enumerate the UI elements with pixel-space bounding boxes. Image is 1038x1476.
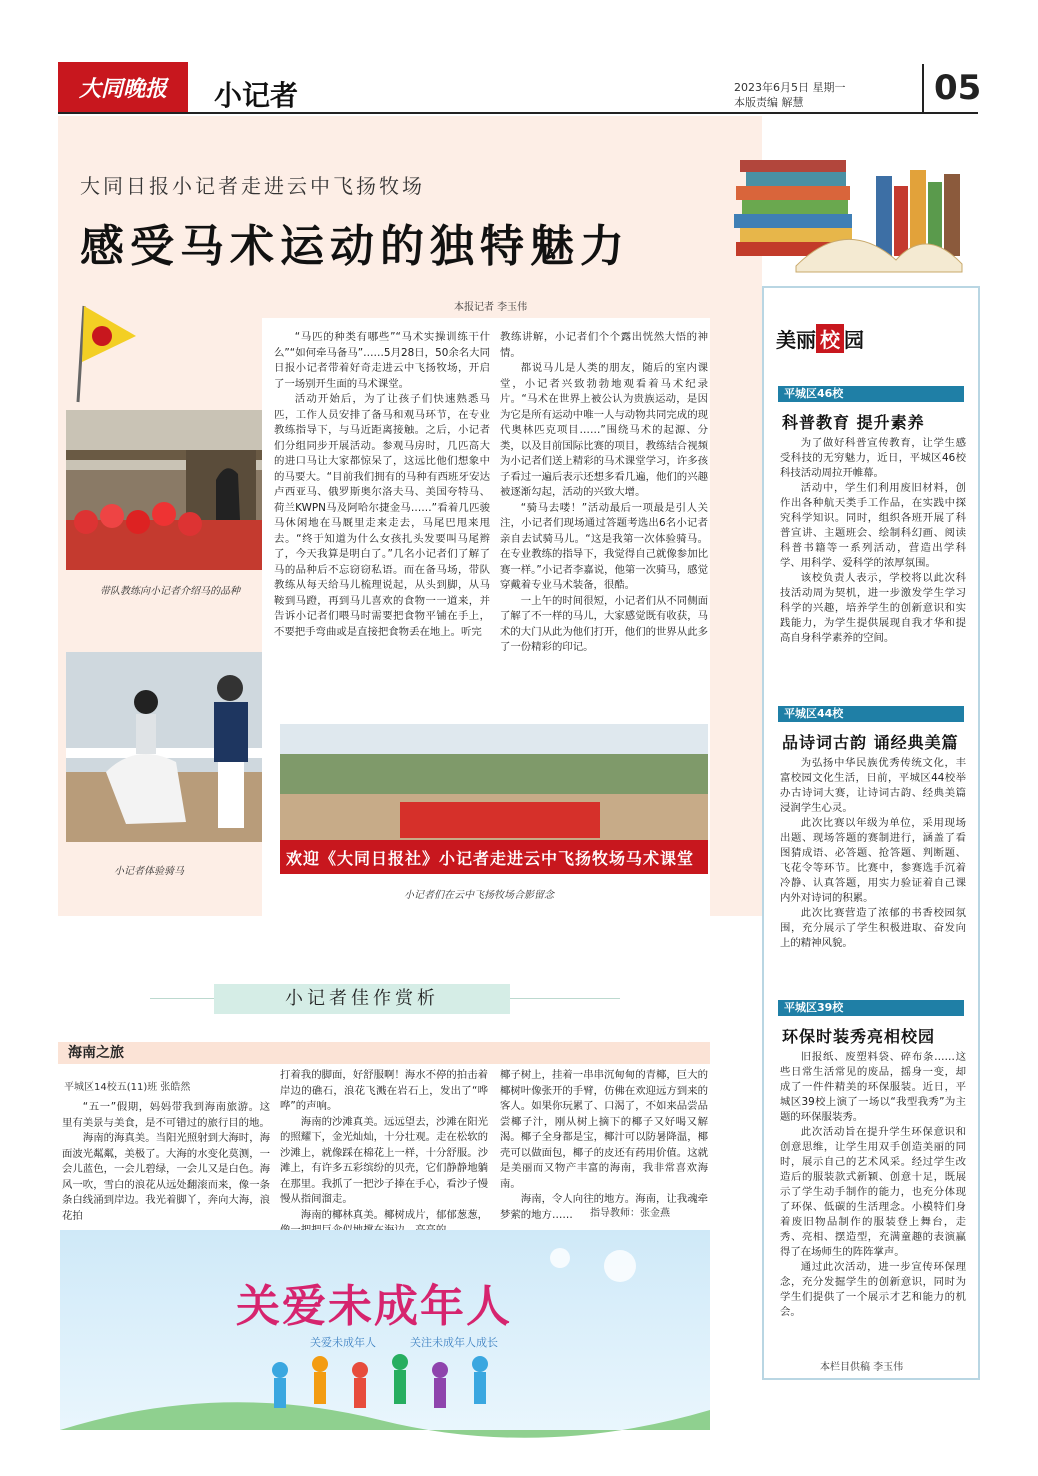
section-name: 小记者 xyxy=(214,79,299,112)
divider-right xyxy=(510,998,620,999)
riding-photo xyxy=(66,652,262,842)
essay-title: 海南之旅 xyxy=(58,1042,710,1064)
group-photo-banner: 欢迎《大同日报社》小记者走进云中飞扬牧场马术课堂 xyxy=(286,849,695,868)
editor-text: 本版责编 解慧 xyxy=(734,96,804,109)
date-text: 2023年6月5日 星期一 xyxy=(734,81,846,94)
school-news-title: 科普教育 提升素养 xyxy=(782,413,925,432)
school-tag: 平城区46校 xyxy=(778,386,964,402)
paragraph: 海南，令人向往的地方。海南，让我魂牵梦萦的地方…… xyxy=(500,1193,708,1221)
paragraph: 海南的海真美。当阳光照射到大海时，海面波光粼粼，美极了。大海的水变化莫测，一会儿蓝色，一会儿碧绿，一会儿又是白色。海风一吹，雪白的浪花从远处翻滚而来，像一条条白线涌到岸边。我光着脚丫，奔向大海，浪花拍 xyxy=(62,1132,270,1222)
paragraph: 该校负责人表示，学校将以此次科技活动周为契机，进一步激发学生学习科学的兴趣，培养学生的创新意识和实践能力，为学生提供展现自我才华和提高自身科学素养的空间。 xyxy=(780,572,966,644)
paragraph: 此次活动旨在提升学生环保意识和创意思维，让学生用双手创造美丽的同时，展示自己的艺术风采。经过学生改造后的服装款式新颖、创意十足，既展示了学生动手制作的能力，也充分体现了环保、低碳的生活理念。小模特们身着废旧物品制作的服装登上舞台，走秀、亮相、摆造型，充满童趣的表演赢得了在场师生的阵阵掌声。 xyxy=(780,1126,966,1258)
essay-column-2 xyxy=(280,1068,488,1226)
flag-photo xyxy=(70,296,140,406)
school-tag: 平城区39校 xyxy=(778,1000,964,1016)
newspaper-logo: 大同晚报 xyxy=(58,62,188,112)
article-kicker: 大同日报小记者走进云中飞扬牧场 xyxy=(80,174,425,198)
sidebar-title xyxy=(776,324,864,353)
paragraph: “骑马去喽！”活动最后一项最是引人关注，小记者们现场通过答题考选出6名小记者亲自去试骑马儿。“这是我第一次体验骑马。在专业教练的指导下，我觉得自己就像参加比赛一样。”小记者李嘉说，他第一次骑马，感觉穿戴着专业马术装备，很酷。 xyxy=(500,501,708,591)
paragraph: 海南的椰林真美。椰树成片，郁郁葱葱， xyxy=(300,1208,488,1221)
essay-teacher: 指导教师：张金燕 xyxy=(590,1208,670,1219)
article-column-2 xyxy=(500,330,708,716)
school-news-title: 环保时装秀亮相校园 xyxy=(782,1027,936,1046)
paragraph: 通过此次活动，进一步宣传环保理念，充分发掘学生的创新意识，同时为学生们提供了一个展示才艺和能力的机会。 xyxy=(780,1261,966,1318)
paragraph: 活动开始后，为了让孩子们快速熟悉马匹，工作人员安排了备马和观马环节，在专业教练指导下，与马近距离接触。之后，小记者们分组同步开展活动。参观马房时，几匹高大的进口马让大家都惊呆了，这远比他们想象中的马要大。“目前我们拥有的马种有西班牙安达卢西亚马、俄罗斯奥尔洛夫马、美国夸特马、荷兰KWPN马及阿哈尔捷金马……”看着几匹骏马休闲地在马厩里走来走去，马尾巴甩来甩去。“终于知道为什么女孩扎头发要叫马尾辫了，今天我算是明白了。”几名小记者们了解了马的品种后不忘窃窃私语。而在备马场，带队教练从每天给马儿梳理说起，从头到脚，从马鞍到马蹬，再到马儿喜欢的食物一一道来，并告诉小记者们喂马时需要把食物平铺在手上，不要把手弯曲或是直接把食物丢在地上。听完 xyxy=(274,393,490,638)
paragraph: 一上午的时间很短，小记者们从不同侧面了解了不一样的马儿，大家感觉既有收获，马术的大门从此为他们打开，他们的世界从此多了一份精彩的印记。 xyxy=(500,594,708,653)
school-news-title: 品诗词古韵 诵经典美篇 xyxy=(782,733,959,752)
ad-title: 关爱未成年人 xyxy=(236,1281,512,1332)
school-news-body xyxy=(780,756,966,982)
paragraph: 椰子树上，挂着一串串沉甸甸的青椰，巨大的椰树叶像张开的手臂，仿佛在欢迎远方到来的客人。如果你玩累了、口渴了，不如来品尝品尝椰子汁，刚从树上摘下的椰子又好喝又解渴。椰子全身都是宝，椰汁可以防暑降温，椰壳可以做面包，椰子的皮还有药用价值。这就是美丽而又物产丰富的海南，我非常喜欢海南。 xyxy=(500,1069,708,1190)
paragraph: “五一”假期，妈妈带我到海南旅游。这里有美景与美食，是不可错过的旅行目的地。 xyxy=(62,1101,270,1129)
paragraph: 都说马儿是人类的朋友，随后的室内课堂，小记者兴致勃勃地观看着马术纪录片。“马术在世界上被公认为贵族运动，是因为它是所有运动中唯一人与动物共同完成的现代奥林匹克项目……”围绕马术的起源、分类，以及目前国际比赛的项目，教练结合视频为小记者们送上精彩的马术课堂学习，许多孩子看过一遍后表示还想多看几遍，他们的兴趣被逐渐勾起，活动的兴致大增。 xyxy=(500,362,708,498)
ad-subtitle-1: 关爱未成年人 xyxy=(310,1336,376,1349)
books-illustration xyxy=(726,156,976,276)
paragraph: “马匹的种类有哪些”“马术实操训练干什么”“如何牵马备马”……5月28日，50余名大同日报小记者带着好奇走进云中飞扬牧场，开启了一场别开生面的马术课堂。 xyxy=(274,331,490,390)
article-column-1 xyxy=(274,330,490,716)
paragraph: 海南的沙滩真美。远远望去，沙滩在阳光的照耀下，金光灿灿，十分壮观。走在松软的沙滩上，就像踩在棉花上一样，十分舒服。沙滩上，有许多五彩缤纷的贝壳，它们静静地躺在那里。我抓了一把沙子捧在手心，看沙子慢慢从指间溜走。 xyxy=(280,1115,488,1205)
sidebar-title-mark: 校 xyxy=(816,324,844,353)
school-news-body xyxy=(780,436,966,686)
sidebar-title-b: 园 xyxy=(844,328,864,352)
paragraph: 为弘扬中华民族优秀传统文化，丰富校园文化生活，日前，平城区44校举办古诗词大赛，让诗词古韵、经典美篇浸润学生心灵。 xyxy=(780,757,966,814)
header-rule xyxy=(58,112,978,114)
issue-date xyxy=(734,80,846,110)
school-news-body xyxy=(780,1050,966,1350)
article-byline: 本报记者 李玉伟 xyxy=(454,302,528,313)
essay-column-1 xyxy=(62,1100,270,1226)
riding-caption: 小记者体验骑马 xyxy=(114,866,184,877)
sidebar-credit: 本栏目供稿 李玉伟 xyxy=(820,1362,904,1373)
group-caption: 小记者们在云中飞扬牧场合影留念 xyxy=(404,890,554,901)
article-headline: 感受马术运动的独特魅力 xyxy=(80,221,630,272)
page-number: 05 xyxy=(922,64,982,112)
essay-author: 平城区14校五(11)班 张皓然 xyxy=(64,1082,191,1093)
school-tag: 平城区44校 xyxy=(778,706,964,722)
paragraph: 旧报纸、废塑料袋、碎布条……这些日常生活常见的废品，摇身一变，却成了一件件精美的环保服装。近日，平城区39校上演了一场以“我型我秀”为主题的环保服装秀。 xyxy=(780,1051,966,1123)
paragraph: 活动中，学生们利用废旧材料，创作出各种航天类手工作品，在实践中探究科学知识。同时，组织各班开展了科普宣讲、主题班会、绘制科幻画、阅读科普书籍等一系列活动，营造出学科学、用科学、爱科学的浓厚氛围。 xyxy=(780,482,966,569)
paragraph: 为了做好科普宣传教育，让学生感受科技的无穷魅力，近日，平城区46校科技活动周拉开帷幕。 xyxy=(780,437,966,479)
public-service-ad xyxy=(60,1230,710,1430)
paragraph: 此次比赛营造了浓郁的书香校园氛围，充分展示了学生积极进取、奋发向上的精神风貌。 xyxy=(780,907,966,949)
divider-left xyxy=(150,998,214,999)
stable-photo xyxy=(66,410,262,570)
sidebar-title-a: 美丽 xyxy=(776,328,816,352)
paragraph: 打着我的脚面，好舒服啊！海水不停的拍击着岸边的礁石，浪花飞溅在岩石上，发出了“哗哗”的声响。 xyxy=(280,1069,488,1112)
paragraph: 教练讲解，小记者们个个露出恍然大悟的神情。 xyxy=(500,331,708,359)
column-banner: 小记者佳作赏析 xyxy=(214,984,510,1014)
stable-caption: 带队教练向小记者介绍马的品种 xyxy=(100,586,240,597)
ad-subtitle-2: 关注未成年人成长 xyxy=(410,1336,498,1349)
paragraph: 此次比赛以年级为单位，采用现场出题、现场答题的赛制进行，涵盖了看图猜成语、必答题、抢答题、判断题、飞花令等环节。比赛中，参赛选手沉着冷静、认真答题，用实力验证着自己课内外对诗词的积累。 xyxy=(780,817,966,904)
